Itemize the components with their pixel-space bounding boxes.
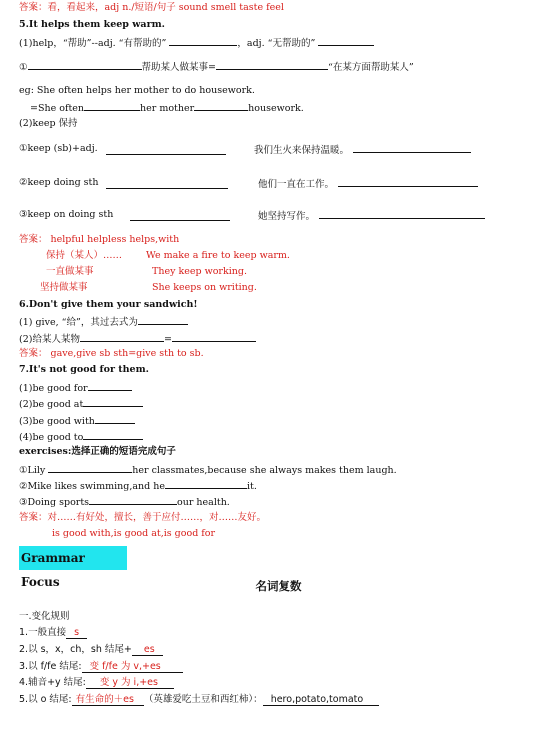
- rule-2: [19, 644, 163, 656]
- circle-num: ①: [19, 62, 28, 73]
- rule-text: 3.以 f/fe 结尾:: [19, 661, 82, 672]
- blank: [28, 60, 142, 70]
- blank: [88, 381, 132, 391]
- good-item-4: [19, 430, 143, 444]
- rule-1: [19, 627, 87, 639]
- good-item-2: [19, 397, 143, 411]
- give-text-2: (2)给某人某物: [19, 334, 80, 345]
- blank: [83, 430, 143, 440]
- give-line-2: [19, 332, 256, 346]
- s5-answer-4a: 坚持做某事: [40, 282, 88, 293]
- ex-text: ③Doing sports: [19, 497, 90, 508]
- rule-answer: s: [66, 627, 87, 639]
- blank: [353, 143, 471, 153]
- blank: [83, 397, 143, 407]
- example-1: eg: She often helps her mother to do housework.: [19, 85, 255, 96]
- blank: [48, 463, 132, 473]
- help-sb-text-2: “在某方面帮助某人”: [328, 62, 414, 73]
- good-text: (4)be good to: [19, 432, 84, 443]
- rule-text: 4.辅音+y 结尾:: [19, 677, 86, 688]
- blank: [84, 101, 140, 111]
- blank: [194, 101, 248, 111]
- blank: [130, 211, 230, 221]
- exercise-2: [19, 479, 257, 493]
- exercise-1: [19, 463, 397, 477]
- rule-3: [19, 661, 183, 673]
- section-7-heading: 7.It's not good for them.: [19, 364, 149, 375]
- s5-answer-1: 答案： helpful helpless helps,with: [19, 234, 180, 245]
- ex-text: our health.: [177, 497, 230, 508]
- rule-answer: 有生命的＋es: [72, 694, 144, 706]
- help-sb-text: 帮助某人做某事=: [141, 62, 216, 73]
- exercises-heading: [19, 446, 176, 458]
- keep-adj-text: ①keep (sb)+adj.: [19, 143, 98, 154]
- exercises-text: exercises:选择正确的短语完成句子: [19, 446, 176, 457]
- section-5-heading: 5.It helps them keep warm.: [19, 19, 165, 30]
- keep-heading: (2)keep 保持: [19, 118, 78, 129]
- ex-text: ①Lily: [19, 465, 49, 476]
- rule-text-2: （英雄爱吃土豆和西红柿）：: [143, 694, 263, 705]
- give-text: (1) give, “给”，其过去式为: [19, 317, 138, 328]
- section-6-heading: 6.Don't give them your sandwich!: [19, 299, 198, 310]
- keep-on-cn: [258, 209, 485, 223]
- blank: [216, 60, 328, 70]
- eg-text: housework.: [248, 103, 304, 114]
- keep-on-line: ③keep on doing sth: [19, 209, 114, 220]
- exercise-3: [19, 495, 230, 509]
- grammar-focus-banner: Grammar Focus: [19, 546, 127, 570]
- keep-doing-line: ②keep doing sth: [19, 177, 99, 188]
- good-item-1: [19, 381, 132, 395]
- rule-answer-2: hero,potato,tomato: [263, 694, 380, 706]
- help-sb-line: [19, 60, 414, 74]
- eg-text: =She often: [30, 103, 85, 114]
- give-line-1: [19, 315, 188, 329]
- s7-answer-1: 答案：对……有好处，擅长，善于应付……，对……友好。: [19, 512, 267, 523]
- s5-answer-3a: 一直做某事: [46, 266, 94, 277]
- rule-answer: es: [132, 644, 163, 656]
- blank: [95, 414, 135, 424]
- ex-text: her classmates,because she always makes them laugh.: [132, 465, 397, 476]
- rule-answer: 变 y 为 i,+es: [86, 677, 174, 689]
- rule-5: [19, 694, 379, 706]
- help-adj-text-2: ，adj. “无帮助的”: [237, 38, 319, 49]
- blank: [319, 209, 485, 219]
- blank: [338, 177, 478, 187]
- blank: [80, 332, 164, 342]
- rule-text: 1.一般直接: [19, 627, 67, 638]
- equals: =: [163, 334, 172, 345]
- blank: [89, 495, 177, 505]
- ex-text: ②Mike likes swimming,and he: [19, 481, 165, 492]
- s7-answer-2: is good with,is good at,is good for: [52, 528, 216, 539]
- blank: [138, 315, 188, 325]
- good-text: (1)be good for: [19, 383, 88, 394]
- example-2: [30, 101, 304, 115]
- blank: [165, 479, 247, 489]
- rule-text: 5.以 o 结尾:: [19, 694, 72, 705]
- keep-adj-line: [19, 143, 98, 155]
- help-adj-text: (1)help，“帮助”--adj. “有帮助的”: [19, 38, 170, 49]
- s5-answer-3b: They keep working.: [152, 266, 247, 277]
- s6-answer: 答案： gave,give sb sth=give sth to sb.: [19, 348, 204, 359]
- blank: [169, 36, 237, 46]
- blank: [106, 179, 228, 189]
- good-text: (3)be good with: [19, 416, 95, 427]
- keep-adj-cn-text: 我们生火来保持温暖。: [254, 145, 350, 156]
- blank: [172, 332, 256, 342]
- good-item-3: [19, 414, 135, 428]
- rule-answer: 变 f/fe 为 v,+es: [82, 661, 183, 673]
- rules-heading: 一.变化规则: [19, 611, 70, 622]
- keep-doing-cn: [258, 177, 478, 191]
- help-adj-line: [19, 36, 374, 50]
- ex-text: it.: [246, 481, 257, 492]
- keep-adj-cn: [254, 143, 471, 157]
- s5-answer-4b: She keeps on writing.: [152, 282, 257, 293]
- s5-answer-2a: 保持（某人）……: [46, 250, 123, 261]
- top-answer-line: 答案：看，看起来，adj n./短语/句子 sound smell taste feel: [19, 2, 284, 13]
- good-text: (2)be good at: [19, 399, 84, 410]
- eg-text: her mother: [140, 103, 195, 114]
- rule-4: [19, 677, 174, 689]
- rule-text: 2.以 s，x，ch，sh 结尾+: [19, 644, 132, 655]
- s5-answer-2b: We make a fire to keep warm.: [146, 250, 290, 261]
- blank: [106, 145, 226, 155]
- blank: [318, 36, 374, 46]
- keep-doing-cn-text: 他们一直在工作。: [258, 179, 335, 190]
- keep-on-cn-text: 她坚持写作。: [258, 211, 316, 222]
- page-title: 名词复数: [255, 579, 302, 593]
